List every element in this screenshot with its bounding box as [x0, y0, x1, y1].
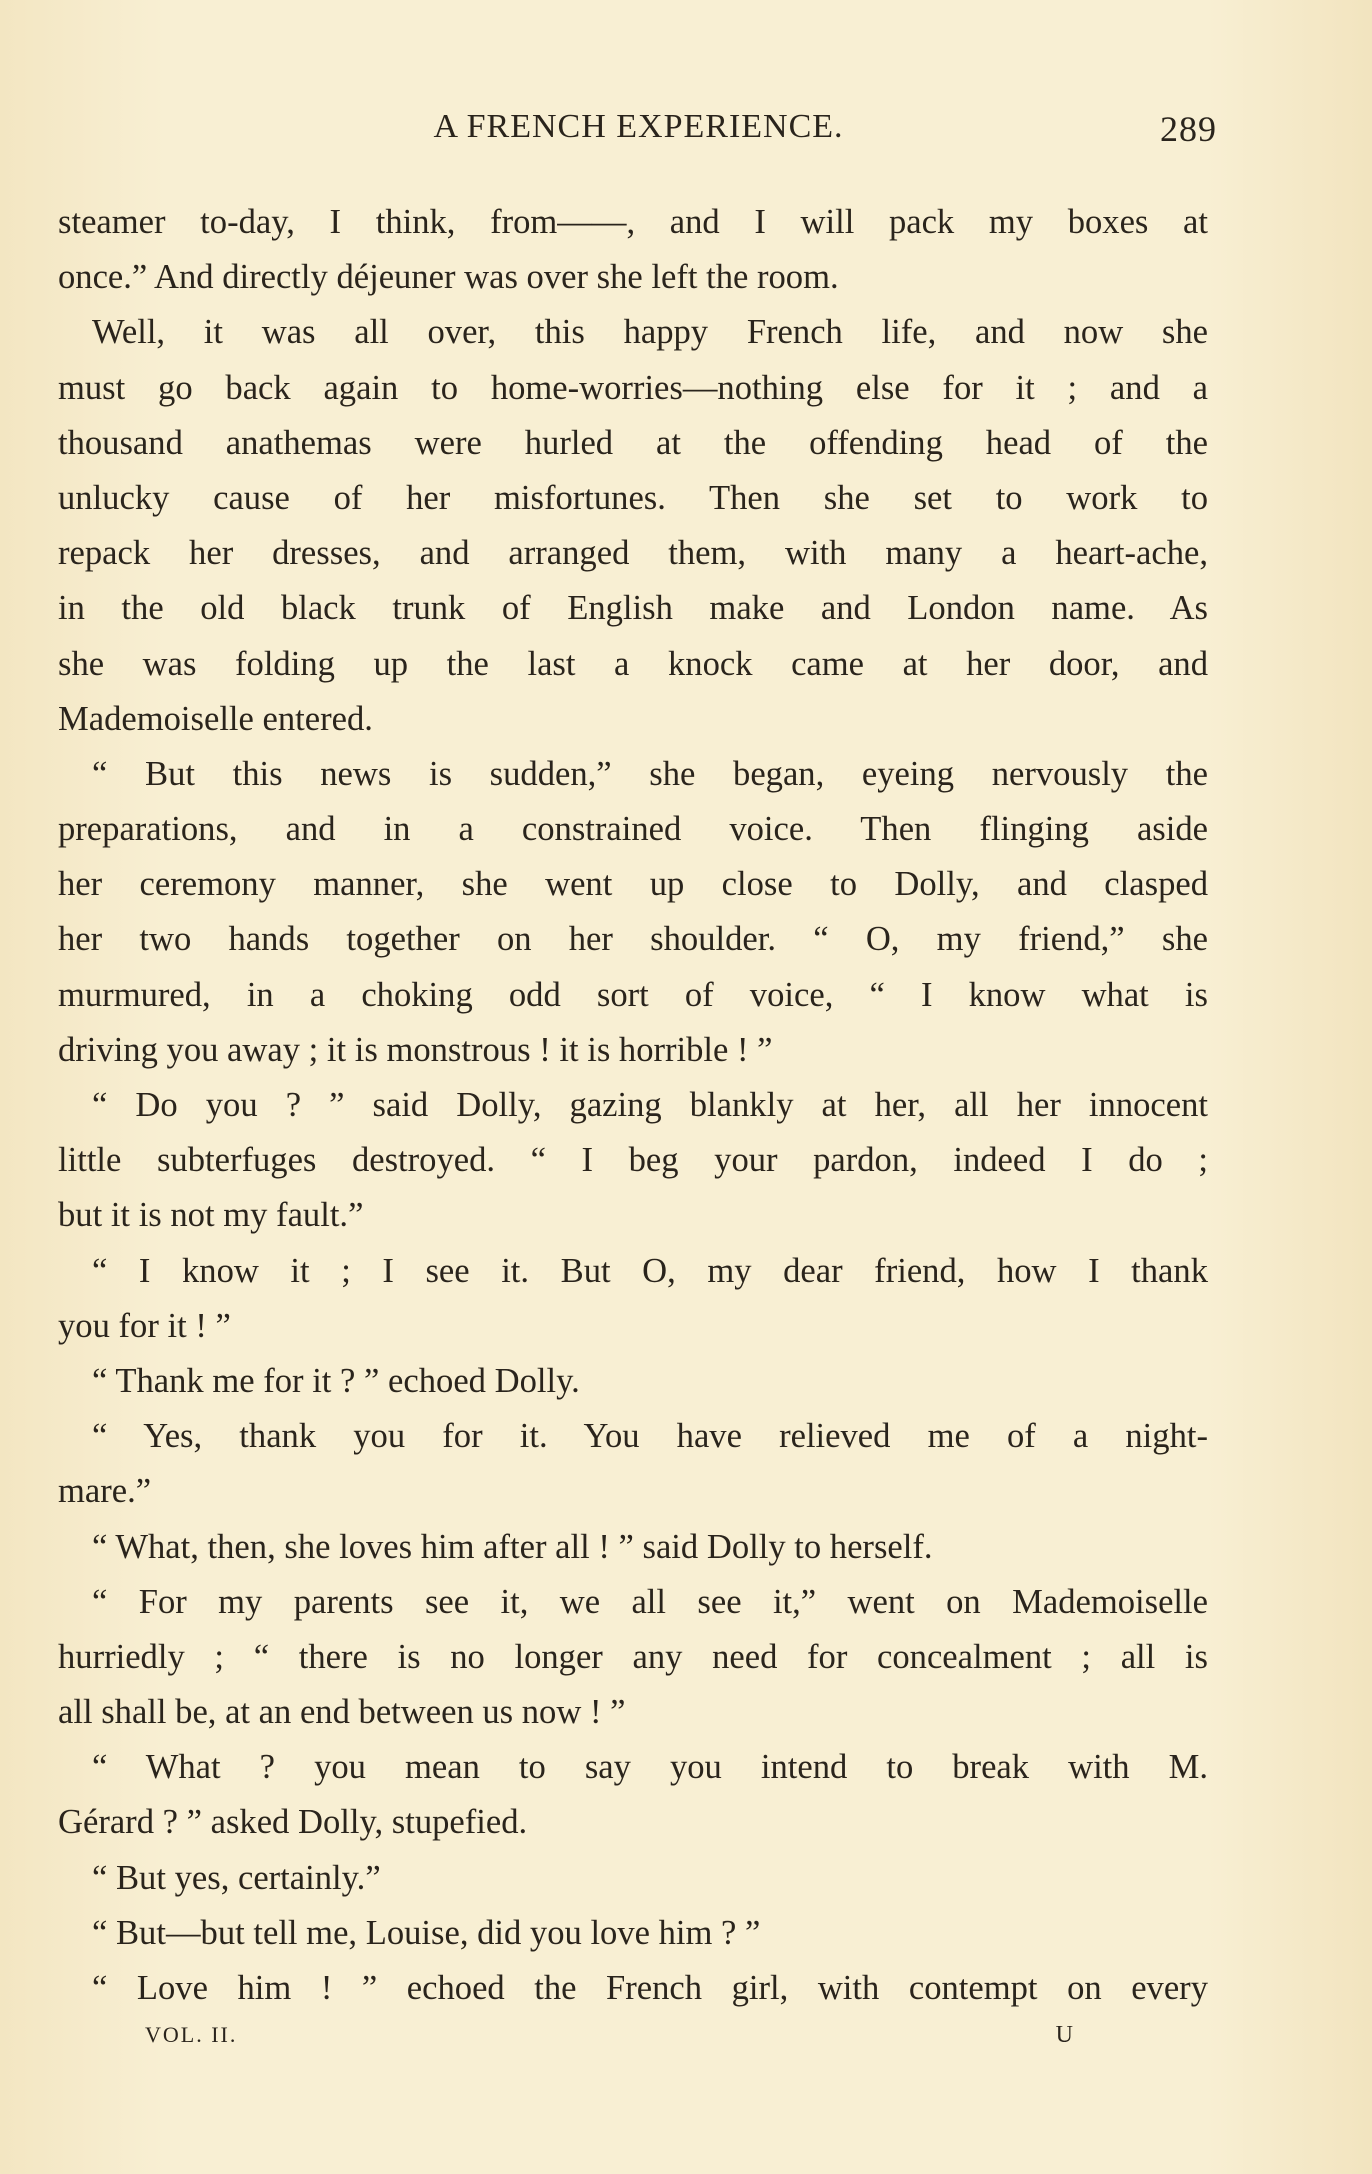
text-line: murmured, in a choking odd sort of voice, “ I know what is	[58, 975, 1208, 1014]
body-text	[58, 195, 1208, 2016]
text-line: hurriedly ; “ there is no longer any need for concealment ; all is	[58, 1637, 1208, 1676]
text-line: Gérard ? ” asked Dolly, stupefied.	[58, 1803, 528, 1842]
text-line: driving you away ; it is monstrous ! it is horrible ! ”	[58, 1030, 773, 1069]
text-line: “ Thank me for it ? ” echoed Dolly.	[92, 1361, 580, 1400]
running-head	[60, 108, 1217, 152]
text-line: mare.”	[58, 1472, 152, 1511]
text-line: in the old black trunk of English make and London name. As	[58, 589, 1208, 628]
text-line: steamer to-day, I think, from——, and I will pack my boxes at	[58, 203, 1208, 241]
text-line: once.” And directly déjeuner was over she left the room.	[58, 258, 839, 297]
page-number: 289	[1160, 109, 1217, 149]
text-line: “ For my parents see it, we all see it,” went on Mademoiselle	[92, 1582, 1208, 1621]
running-title: A FRENCH EXPERIENCE.	[433, 108, 844, 145]
text-line: must go back again to home-worries—nothing else for it ; and a	[58, 368, 1208, 407]
text-line: her two hands together on her shoulder. “ O, my friend,” she	[58, 920, 1208, 959]
text-line: but it is not my fault.”	[58, 1196, 364, 1235]
text-line: preparations, and in a constrained voice. Then flinging aside	[58, 810, 1208, 849]
text-line: “ But—but tell me, Louise, did you love him ? ”	[92, 1913, 761, 1952]
text-line: little subterfuges destroyed. “ I beg your pardon, indeed I do ;	[58, 1141, 1208, 1180]
text-line: “ Love him ! ” echoed the French girl, with contempt on every	[92, 1969, 1208, 2007]
text-line: “ But this news is sudden,” she began, eyeing nervously the	[92, 754, 1208, 793]
text-line: “ What, then, she loves him after all ! ” said Dolly to herself.	[92, 1527, 933, 1566]
text-line: thousand anathemas were hurled at the offending head of the	[58, 423, 1208, 462]
text-line: all shall be, at an end between us now ! ”	[58, 1693, 626, 1732]
signature-mark: U	[1055, 2022, 1075, 2048]
page-footer	[145, 2022, 1075, 2062]
text-line: Well, it was all over, this happy French life, and now she	[92, 313, 1208, 352]
text-line: repack her dresses, and arranged them, with many a heart-ache,	[58, 534, 1208, 573]
text-line: Mademoiselle entered.	[58, 699, 373, 738]
text-line: unlucky cause of her misfortunes. Then she set to work to	[58, 478, 1208, 517]
text-line: “ What ? you mean to say you intend to break with M.	[92, 1748, 1208, 1787]
text-line: her ceremony manner, she went up close to Dolly, and clasped	[58, 865, 1208, 904]
text-line: she was folding up the last a knock came at her door, and	[58, 644, 1208, 683]
text-line: “ I know it ; I see it. But O, my dear friend, how I thank	[92, 1251, 1208, 1290]
text-line: “ Yes, thank you for it. You have relieved me of a night-	[92, 1417, 1208, 1456]
text-line: “ Do you ? ” said Dolly, gazing blankly at her, all her innocent	[92, 1086, 1208, 1124]
volume-label: VOL. II.	[145, 2022, 238, 2047]
text-line: you for it ! ”	[58, 1306, 231, 1345]
text-line: “ But yes, certainly.”	[92, 1858, 381, 1897]
